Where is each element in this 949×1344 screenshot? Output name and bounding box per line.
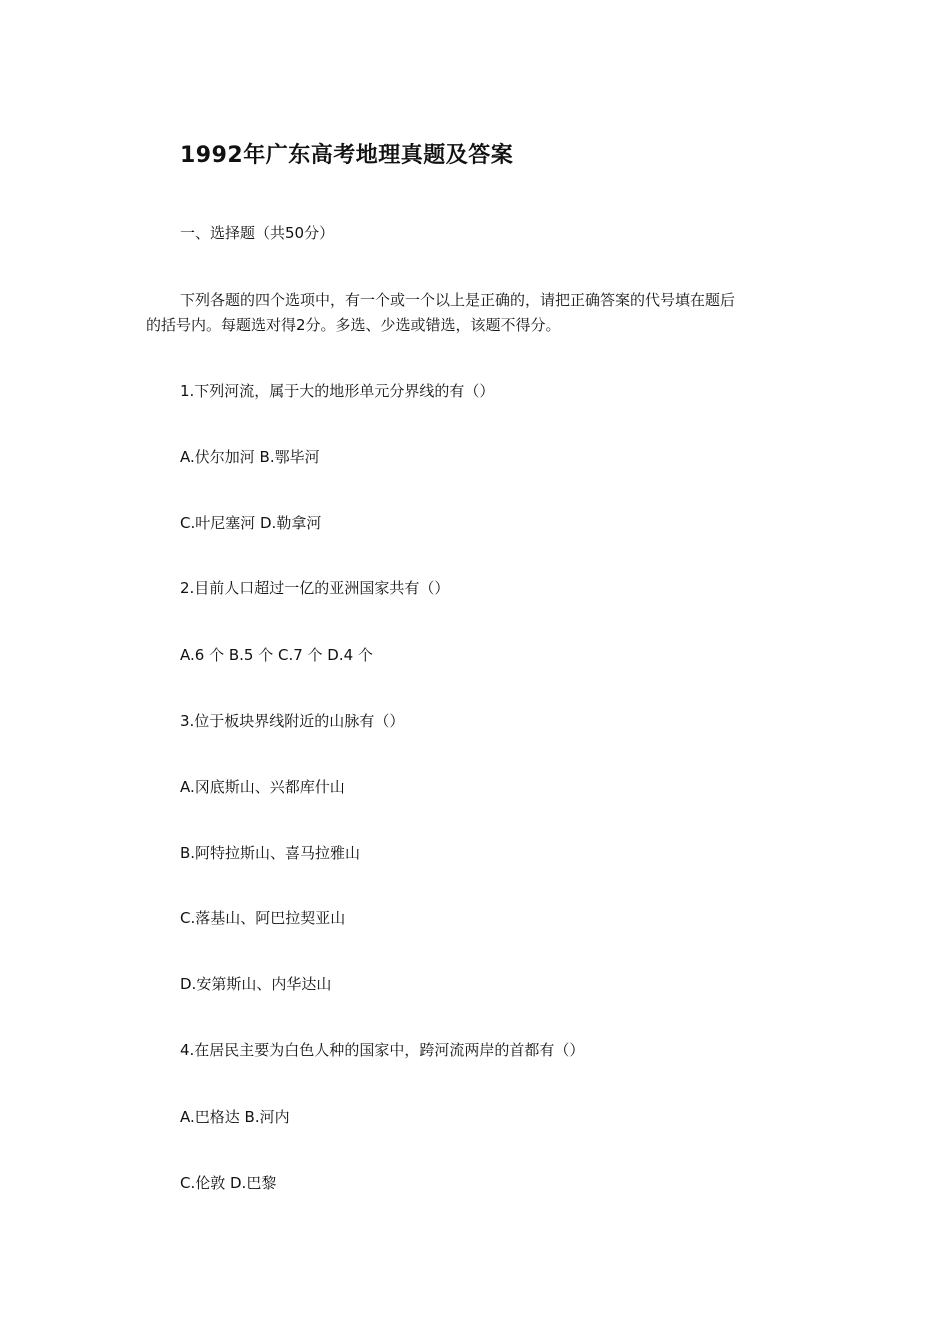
instructions-line-1: 下列各题的四个选项中，有一个或一个以上是正确的，请把正确答案的代号填在题后 bbox=[180, 291, 736, 309]
question-3-stem: 3.位于板块界线附近的山脉有（） bbox=[180, 712, 405, 730]
question-1-option-line-2: C.叶尼塞河 D.勒拿河 bbox=[180, 514, 322, 532]
instructions-line-2: 的括号内。每题选对得2分。多选、少选或错选，该题不得分。 bbox=[146, 316, 561, 334]
question-4-option-line-1: A.巴格达 B.河内 bbox=[180, 1108, 290, 1126]
question-2-option-line-1: A.6 个 B.5 个 C.7 个 D.4 个 bbox=[180, 646, 373, 664]
section-heading: 一、选择题（共50分） bbox=[180, 224, 335, 242]
question-3-option-b: B.阿特拉斯山、喜马拉雅山 bbox=[180, 844, 361, 862]
document-title: 1992年广东高考地理真题及答案 bbox=[180, 143, 514, 168]
question-4-stem: 4.在居民主要为白色人种的国家中，跨河流两岸的首都有（） bbox=[180, 1041, 585, 1059]
question-3-option-c: C.落基山、阿巴拉契亚山 bbox=[180, 909, 346, 927]
question-2-stem: 2.目前人口超过一亿的亚洲国家共有（） bbox=[180, 579, 450, 597]
question-4-option-line-2: C.伦敦 D.巴黎 bbox=[180, 1174, 277, 1192]
question-1-stem: 1.下列河流，属于大的地形单元分界线的有（） bbox=[180, 382, 495, 400]
question-1-option-line-1: A.伏尔加河 B.鄂毕河 bbox=[180, 448, 320, 466]
question-3-option-a: A.冈底斯山、兴都库什山 bbox=[180, 778, 345, 796]
question-3-option-d: D.安第斯山、内华达山 bbox=[180, 975, 332, 993]
